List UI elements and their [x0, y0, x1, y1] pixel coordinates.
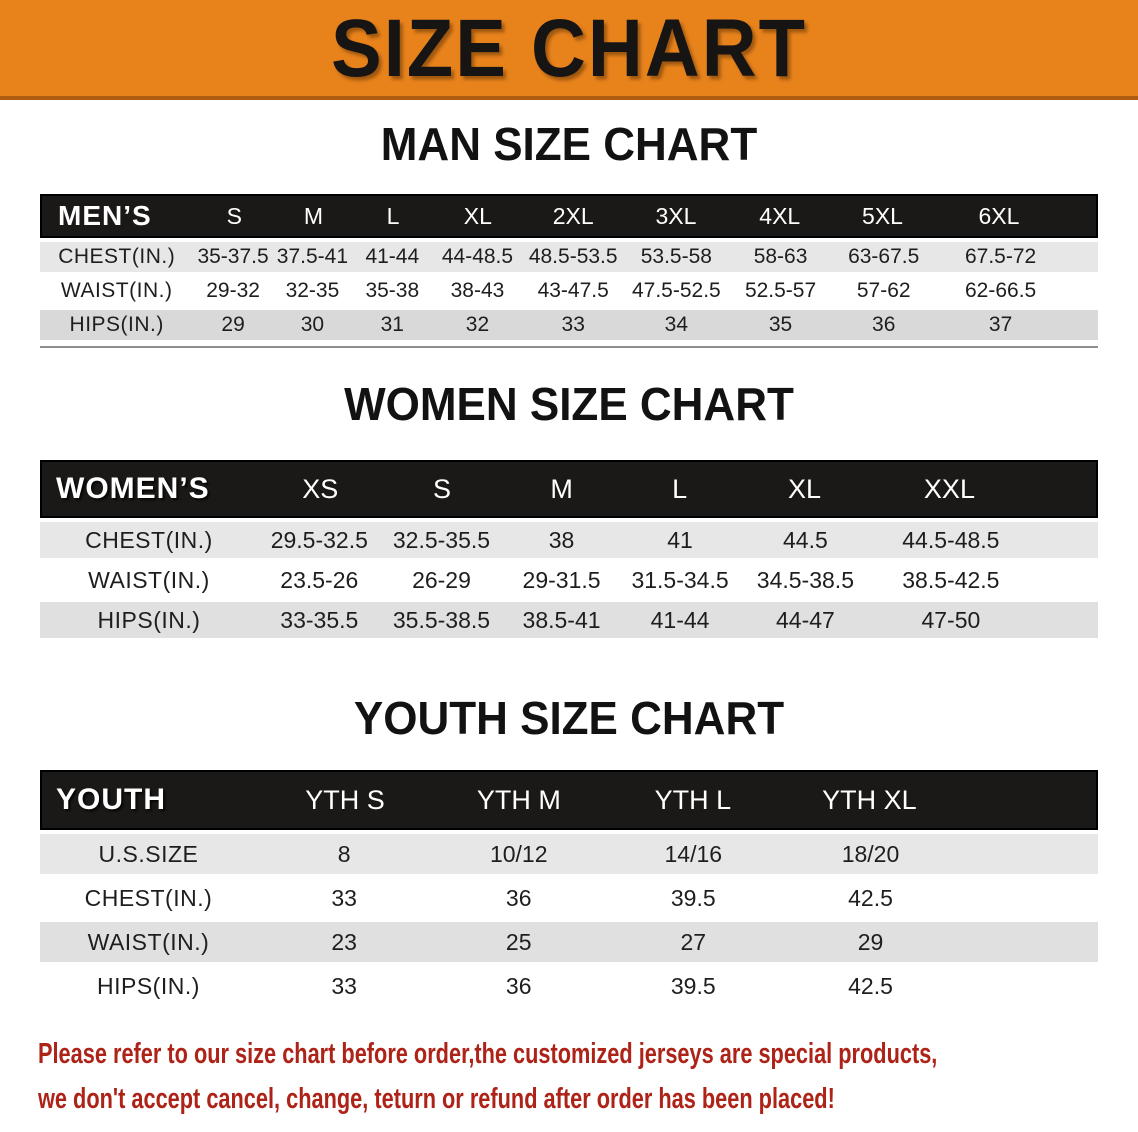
size-value: 67.5-72: [964, 245, 1037, 268]
row-label: CHEST(IN.): [85, 526, 213, 553]
size-column-header: L: [672, 473, 688, 504]
table-row: [40, 522, 1098, 558]
size-column-header: XL: [788, 473, 822, 504]
size-value: 36: [505, 972, 532, 999]
size-value: 33-35.5: [280, 606, 359, 633]
size-column-header: 2XL: [552, 202, 594, 229]
size-value: 44.5-48.5: [902, 526, 1000, 553]
size-value: 37: [988, 313, 1013, 336]
table-row: [40, 834, 1098, 874]
size-value: 42.5: [848, 972, 893, 999]
men-size-table: [40, 194, 1098, 348]
size-value: 35-38: [365, 279, 420, 302]
size-value: 34: [664, 313, 689, 336]
men-section-heading: MAN SIZE CHART: [380, 118, 758, 171]
size-value: 38-43: [450, 279, 505, 302]
youth-section-heading: YOUTH SIZE CHART: [353, 692, 785, 745]
size-value: 62-66.5: [964, 279, 1037, 302]
size-value: 52.5-57: [744, 279, 817, 302]
row-label: HIPS(IN.): [97, 606, 201, 633]
size-column-header: L: [386, 202, 400, 229]
size-column-header: 4XL: [759, 202, 801, 229]
table-corner-label: YOUTH: [56, 783, 166, 816]
page-title: SIZE CHART: [331, 2, 807, 94]
table-row: [40, 310, 1098, 340]
row-label: HIPS(IN.): [96, 972, 200, 999]
men-size-section: [0, 120, 1138, 348]
women-size-table: [40, 460, 1098, 638]
table-header-row: [40, 770, 1098, 830]
size-column-header: S: [226, 202, 243, 229]
size-value: 41-44: [365, 245, 420, 268]
size-value: 32.5-35.5: [392, 526, 491, 553]
size-value: 31: [380, 313, 404, 336]
size-value: 29: [221, 313, 245, 336]
size-column-header: YTH S: [305, 784, 385, 815]
size-value: 30: [300, 313, 325, 336]
size-value: 31.5-34.5: [631, 566, 729, 593]
size-column-header: XS: [302, 473, 339, 504]
size-value: 29.5-32.5: [270, 526, 368, 553]
size-value: 57-62: [856, 279, 911, 302]
row-label: HIPS(IN.): [69, 313, 164, 336]
size-value: 27: [680, 928, 707, 955]
size-column-header: YTH M: [476, 784, 561, 815]
row-label: WAIST(IN.): [60, 279, 173, 302]
size-value: 39.5: [670, 884, 716, 911]
size-value: 63-67.5: [848, 245, 920, 268]
size-value: 38.5-41: [522, 606, 601, 633]
size-value: 35-37.5: [197, 245, 269, 268]
size-column-header: M: [303, 202, 323, 229]
size-column-header: 5XL: [862, 202, 903, 229]
size-column-header: XL: [463, 202, 492, 229]
table-header-row: [40, 460, 1098, 518]
size-column-header: YTH L: [654, 784, 732, 815]
size-value: 35: [768, 313, 793, 336]
size-value: 29-32: [206, 279, 260, 302]
table-row: [40, 562, 1098, 598]
size-value: 44-47: [775, 606, 835, 633]
banner: [0, 0, 1138, 100]
table-row: [40, 276, 1098, 306]
youth-size-section: [0, 694, 1138, 1006]
table-row: [40, 242, 1098, 272]
size-value: 53.5-58: [640, 245, 712, 268]
table-row: [40, 878, 1098, 918]
size-column-header: 3XL: [655, 202, 697, 229]
women-section-heading: WOMEN SIZE CHART: [344, 378, 794, 431]
size-column-header: S: [432, 473, 451, 504]
disclaimer-line-2: we don't accept cancel, change, teturn or refund after order has been placed!: [38, 1082, 835, 1115]
size-value: 23: [331, 928, 357, 955]
disclaimer: [0, 1032, 1138, 1122]
size-value: 37.5-41: [276, 245, 349, 268]
table-corner-label: MEN’S: [58, 200, 152, 231]
size-value: 33: [561, 313, 585, 336]
size-column-header: 6XL: [978, 202, 1020, 229]
size-value: 32-35: [285, 279, 340, 302]
size-value: 35.5-38.5: [392, 606, 491, 633]
size-value: 36: [872, 313, 896, 336]
size-value: 14/16: [664, 840, 723, 867]
size-value: 47-50: [921, 606, 981, 633]
row-label: WAIST(IN.): [87, 928, 210, 955]
row-label: U.S.SIZE: [98, 840, 199, 867]
size-value: 34.5-38.5: [756, 566, 854, 593]
size-value: 44-48.5: [441, 245, 514, 268]
size-value: 25: [505, 928, 532, 955]
size-column-header: XXL: [923, 473, 975, 504]
size-value: 41: [667, 526, 693, 553]
youth-size-table: [40, 770, 1098, 1006]
size-value: 26-29: [412, 566, 471, 593]
size-value: 33: [331, 972, 357, 999]
table-row: [40, 922, 1098, 962]
size-value: 29-31.5: [522, 566, 601, 593]
size-value: 48.5-53.5: [528, 245, 618, 268]
size-value: 39.5: [670, 972, 716, 999]
size-value: 43-47.5: [537, 279, 609, 302]
size-value: 36: [505, 884, 532, 911]
size-value: 47.5-52.5: [631, 279, 721, 302]
size-value: 29: [857, 928, 884, 955]
size-value: 32: [465, 313, 490, 336]
size-value: 23.5-26: [280, 566, 359, 593]
size-value: 42.5: [848, 884, 893, 911]
size-value: 58-63: [753, 245, 808, 268]
size-value: 33: [331, 884, 357, 911]
row-label: WAIST(IN.): [88, 566, 210, 593]
size-value: 38: [548, 526, 575, 553]
row-label: CHEST(IN.): [58, 245, 176, 268]
table-row: [40, 966, 1098, 1006]
table-corner-label: WOMEN’S: [56, 472, 210, 505]
disclaimer-line-1: Please refer to our size chart before order,the customized jerseys are special products,: [38, 1038, 938, 1070]
table-header-row: [40, 194, 1098, 238]
size-value: 10/12: [489, 840, 548, 867]
size-column-header: M: [550, 473, 573, 504]
size-value: 38.5-42.5: [902, 566, 1000, 593]
size-column-header: YTH XL: [822, 784, 917, 815]
table-row: [40, 602, 1098, 638]
size-value: 8: [337, 840, 351, 867]
women-size-section: [0, 380, 1138, 638]
row-label: CHEST(IN.): [84, 884, 213, 911]
size-value: 41-44: [650, 606, 710, 633]
size-value: 44.5: [783, 526, 828, 553]
size-value: 18/20: [841, 840, 900, 867]
